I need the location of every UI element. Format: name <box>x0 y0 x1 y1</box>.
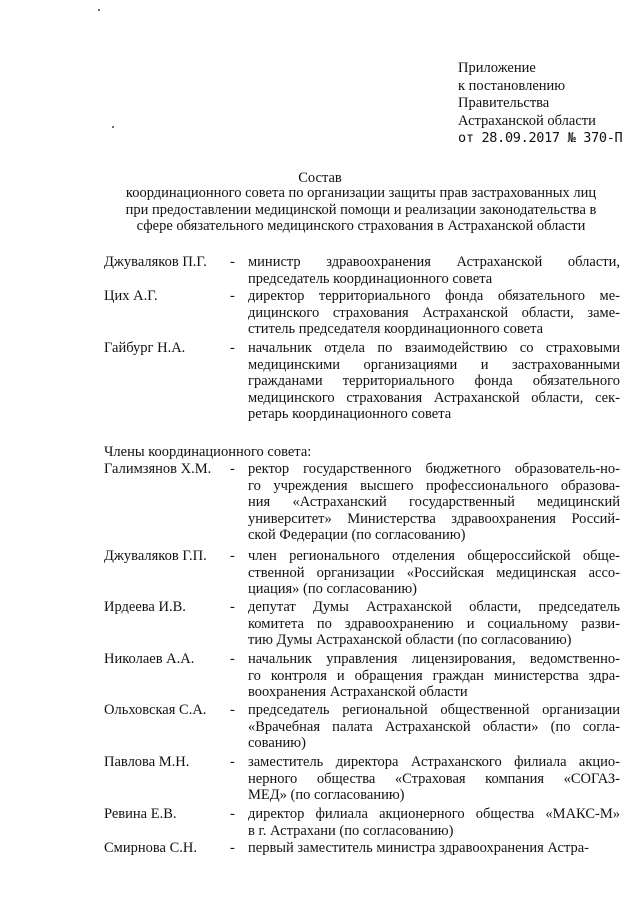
person-name: Джуваляков П.Г. <box>104 254 207 270</box>
role-line: дицинского страхования Астраханской области, заме- <box>248 304 620 321</box>
subtitle-line: при предоставлении медицинской помощи и реализации законодательства в <box>125 201 597 218</box>
person-name: Ольховская С.А. <box>104 702 207 718</box>
role-line: председатель региональной общественной организации <box>248 702 620 718</box>
person-name: Павлова М.Н. <box>104 754 190 770</box>
dash-separator: - <box>230 461 235 477</box>
role-line: тию Думы Астраханской области (по согласованию) <box>248 632 572 648</box>
dash-separator: - <box>230 840 235 856</box>
scan-speck <box>98 9 100 11</box>
role-line: директор территориального фонда обязательного ме- <box>248 288 620 304</box>
person-role <box>248 806 620 839</box>
person-name: Николаев А.А. <box>104 651 195 667</box>
dash-separator: - <box>230 288 235 304</box>
role-line: начальник управления лицензирования, ведомственно- <box>248 651 620 667</box>
role-line: министр здравоохранения Астраханской области, <box>248 254 620 270</box>
scan-speck <box>112 126 114 128</box>
dash-separator: - <box>230 548 235 564</box>
role-line: го контроля и обращения граждан министерства здра- <box>248 667 620 684</box>
role-line: комитета по здравоохранению и социальному разви- <box>248 615 620 632</box>
role-line: заместитель директора Астраханского филиала акцио- <box>248 754 620 770</box>
dash-separator: - <box>230 254 235 270</box>
person-role <box>248 254 620 287</box>
person-name: Ревина Е.В. <box>104 806 177 822</box>
dash-separator: - <box>230 806 235 822</box>
person-name: Цих А.Г. <box>104 288 158 304</box>
role-line: нерного общества «Страховая компания «СОГАЗ- <box>248 770 620 787</box>
appendix-line: к постановлению <box>458 77 566 94</box>
role-line: «Врачебная палата Астраханской области» (по согла- <box>248 718 620 735</box>
role-line: ния «Астраханский государственный медицинский <box>248 494 620 510</box>
person-role <box>248 702 620 752</box>
subtitle-line: сфере обязательного медицинского страхования в Астраханской области <box>136 218 586 234</box>
person-name: Джуваляков Г.П. <box>104 548 207 564</box>
role-line: медицинскими организациями и застрахованными <box>248 356 620 373</box>
dash-separator: - <box>230 599 235 615</box>
appendix-line: Астраханской области <box>458 112 596 129</box>
person-role <box>248 340 620 423</box>
person-role <box>248 599 620 649</box>
role-line: директор филиала акционерного общества «МАКС-М» <box>248 806 620 822</box>
role-line: ской Федерации (по согласованию) <box>248 527 466 543</box>
person-name: Гайбург Н.А. <box>104 340 186 356</box>
members-label: Члены координационного совета: <box>104 444 312 460</box>
role-line: гражданами территориального фонда обязательного <box>248 373 620 389</box>
subtitle-line: координационного совета по организации защиты прав застрахованных лиц <box>125 185 597 201</box>
role-line: МЕД» (по согласованию) <box>248 787 405 803</box>
person-name: Смирнова С.Н. <box>104 840 197 856</box>
dash-separator: - <box>230 754 235 770</box>
role-line: первый заместитель министра здравоохранения Астра- <box>248 840 589 856</box>
role-line: медицинского страхования Астраханской области, сек- <box>248 389 620 406</box>
role-line: воохранения Астраханской области <box>248 684 468 700</box>
person-role <box>248 461 620 544</box>
role-line: ретарь координационного совета <box>248 406 452 422</box>
role-line: ректор государственного бюджетного образователь-но- <box>248 461 620 477</box>
role-line: в г. Астрахани (по согласованию) <box>248 822 454 839</box>
person-role <box>248 754 620 804</box>
role-line: депутат Думы Астраханской области, председатель <box>248 599 620 615</box>
person-role <box>248 840 620 857</box>
document-title: Состав <box>298 170 342 186</box>
role-line: начальник отдела по взаимодействию со страховыми <box>248 340 620 356</box>
role-line: ственной организации «Российская медицинская ассо- <box>248 564 620 581</box>
role-line: председатель координационного совета <box>248 270 493 287</box>
dash-separator: - <box>230 651 235 667</box>
role-line: член регионального отделения общероссийской обще- <box>248 548 620 564</box>
role-line: сованию) <box>248 735 306 751</box>
person-name: Ирдеева И.В. <box>104 599 186 615</box>
dash-separator: - <box>230 702 235 718</box>
person-role <box>248 548 620 598</box>
role-line: го учреждения высшего профессионального образова- <box>248 477 620 494</box>
role-line: циация» (по согласованию) <box>248 581 418 597</box>
role-line: университет» Министерства здравоохранения Россий- <box>248 510 620 527</box>
person-name: Галимзянов Х.М. <box>104 461 212 477</box>
person-role <box>248 288 620 338</box>
appendix-date-number: от 28.09.2017 № 370-П <box>458 130 623 146</box>
document-subtitle <box>100 185 622 235</box>
role-line: ститель председателя координационного совета <box>248 321 544 337</box>
appendix-line: Приложение <box>458 60 536 76</box>
dash-separator: - <box>230 340 235 356</box>
appendix-block <box>458 60 638 148</box>
appendix-line: Правительства <box>458 95 550 111</box>
person-role <box>248 651 620 701</box>
